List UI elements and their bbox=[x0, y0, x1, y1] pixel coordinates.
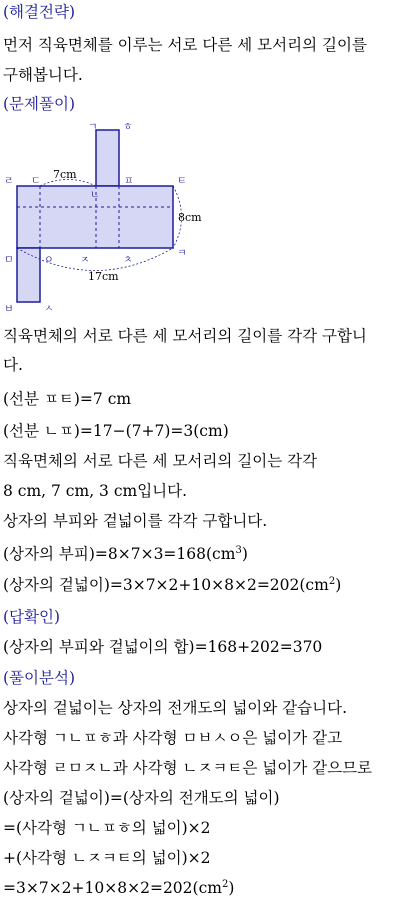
label-k: ㅋ bbox=[177, 248, 187, 259]
analysis-eq-1: =(사각형 ㄱㄴㅍㅎ의 넓이)×2 bbox=[3, 819, 211, 837]
edge-lengths: 8 cm, 7 cm, 3 cm입니다. bbox=[3, 482, 188, 500]
solution-text-3: 직육면체의 서로 다른 세 모서리의 길이는 각각 bbox=[3, 452, 318, 470]
label-j: ㅈ bbox=[80, 255, 90, 266]
label-c: ㅊ bbox=[123, 255, 133, 266]
analysis-eq-3: $=3\times 7\times 2+10\times 8\times 2=202(cm^2)$ bbox=[3, 878, 235, 897]
eq-segment-pt: (선분 ㅍㅌ)=7 cm bbox=[3, 390, 132, 408]
heading-solution: (문제풀이) bbox=[3, 95, 75, 113]
dim-7cm: 7cm bbox=[53, 168, 77, 181]
strategy-text-1: 먼저 직육면체를 이루는 서로 다른 세 모서리의 길이를 bbox=[3, 36, 367, 54]
bottom-flap-rect bbox=[17, 248, 40, 302]
analysis-text-1: 상자의 겉넓이는 상자의 전개도의 넓이와 같습니다. bbox=[3, 699, 347, 717]
label-m: ㅁ bbox=[4, 255, 14, 266]
solution-text-2: 다. bbox=[3, 356, 23, 374]
eq-sum: (상자의 부피와 겉넓이의 합)=168+202=370 bbox=[3, 638, 323, 656]
analysis-eq-2: +(사각형 ㄴㅈㅋㅌ의 넓이)×2 bbox=[3, 849, 211, 867]
label-s: ㅅ bbox=[44, 304, 54, 315]
analysis-text-4: (상자의 겉넓이)=(상자의 전개도의 넓이) bbox=[3, 789, 280, 807]
label-n: ㄴ bbox=[90, 190, 100, 201]
heading-check: (답확인) bbox=[3, 608, 61, 626]
label-r: ㄹ bbox=[4, 176, 14, 187]
top-flap-rect bbox=[96, 130, 119, 186]
eq-volume: (상자의 부피)$=8\times 7\times 3=168(cm^3)$ bbox=[3, 544, 248, 563]
analysis-text-2: 사각형 ㄱㄴㅍㅎ과 사각형 ㅁㅂㅅㅇ은 넓이가 같고 bbox=[3, 729, 343, 747]
label-p: ㅍ bbox=[124, 176, 134, 187]
eq-segment-np: (선분 ㄴㅍ)=17−(7+7)=3(cm) bbox=[3, 422, 229, 440]
solution-text-4: 상자의 부피와 겉넓이를 각각 구합니다. bbox=[3, 512, 268, 530]
dim-8cm: 8cm bbox=[178, 211, 202, 224]
analysis-text-3: 사각형 ㄹㅁㅈㄴ과 사각형 ㄴㅈㅋㅌ은 넓이가 같으므로 bbox=[3, 759, 373, 777]
solution-text-1: 직육면체의 서로 다른 세 모서리의 길이를 각각 구합니 bbox=[3, 327, 367, 345]
eq-surface-area: (상자의 겉넓이)$=3\times 7\times 2+10\times 8\times 2=202(cm^2)$ bbox=[3, 575, 342, 594]
heading-analysis: (풀이분석) bbox=[3, 669, 75, 687]
label-b: ㅂ bbox=[4, 304, 14, 315]
net-diagram bbox=[0, 118, 230, 315]
label-t: ㅌ bbox=[177, 176, 187, 187]
strategy-text-2: 구해봅니다. bbox=[3, 66, 83, 84]
label-h: ㅎ bbox=[123, 122, 133, 133]
label-d: ㄷ bbox=[31, 176, 41, 187]
heading-strategy: (해결전략) bbox=[3, 3, 75, 21]
label-g: ㄱ bbox=[88, 122, 98, 133]
label-o: ㅇ bbox=[44, 255, 54, 266]
dim-17cm: 17cm bbox=[88, 270, 119, 283]
